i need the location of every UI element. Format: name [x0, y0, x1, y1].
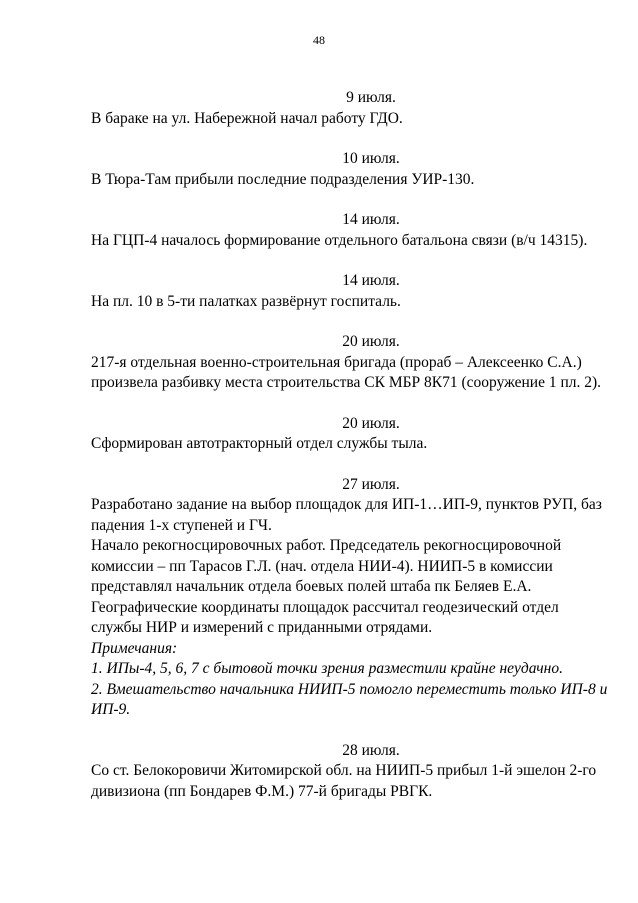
- entry-date: 14 июля.: [342, 211, 400, 228]
- entry-date: 27 июля.: [342, 475, 400, 493]
- entry-text: В бараке на ул. Набережной начал работу ГДО.: [91, 109, 403, 127]
- entry-date: 28 июля.: [342, 741, 400, 759]
- entry-date: 14 июля.: [342, 272, 400, 289]
- entry-text: На пл. 10 в 5-ти палатках развёрнут госпиталь.: [91, 292, 401, 310]
- entry-text: Начало рекогносцировочных работ. Председатель рекогносцировочной комиссии – пп Тарасов Г.Л. (нач. отдела НИИ-4). НИИП-5 в комиссии представлял начальник отдела боевых полей штаба пк Беляев Е.А. Географические координаты площадок рассчитал геодезический отдел службы НИР и измерений с приданными отрядами.: [91, 537, 562, 636]
- note-item: 1. ИПы-4, 5, 6, 7 с бытовой точки зрения разместили крайне неудачно.: [91, 660, 563, 677]
- chronicle-entry: [91, 210, 611, 251]
- entry-text: 217-я отдельная военно-строительная бригада (прораб – Алексеенко С.А.) произвела разбивку места строительства СК МБР 8К71 (сооружение 1 пл. 2).: [91, 353, 602, 391]
- entry-date: 10 июля.: [342, 150, 400, 167]
- chronicle-entry: [91, 271, 611, 312]
- entry-text: Со ст. Белокоровичи Житомирской обл. на НИИП-5 прибыл 1-й эшелон 2-го дивизиона (пп Бондарев Ф.М.) 77-й бригады РВГК.: [91, 762, 597, 800]
- note-item: 2. Вмешательство начальника НИИП-5 помогло переместить только ИП-8 и ИП-9.: [91, 680, 608, 718]
- page-number: 48: [313, 33, 325, 47]
- entry-date: 20 июля.: [342, 333, 400, 350]
- entry-date: 9 июля.: [346, 89, 396, 106]
- chronicle-entry: [91, 149, 611, 190]
- entry-text: Разработано задание на выбор площадок для ИП-1…ИП-9, пунктов РУП, баз падения 1-х ступеней и ГЧ.: [91, 496, 602, 534]
- chronicle-body: [91, 88, 611, 822]
- entry-text: На ГЦП-4 началось формирование отдельного батальона связи (в/ч 14315).: [91, 231, 588, 249]
- entry-text: В Тюра-Там прибыли последние подразделения УИР-130.: [91, 170, 475, 188]
- entry-text: Сформирован автотракторный отдел службы тыла.: [91, 435, 428, 452]
- chronicle-entry: [91, 414, 611, 455]
- entry-date: 20 июля.: [342, 414, 400, 432]
- chronicle-entry: [91, 475, 611, 721]
- chronicle-entry: [91, 741, 611, 803]
- chronicle-entry: [91, 332, 611, 394]
- chronicle-entry: [91, 88, 611, 129]
- notes-title: Примечания:: [91, 639, 178, 657]
